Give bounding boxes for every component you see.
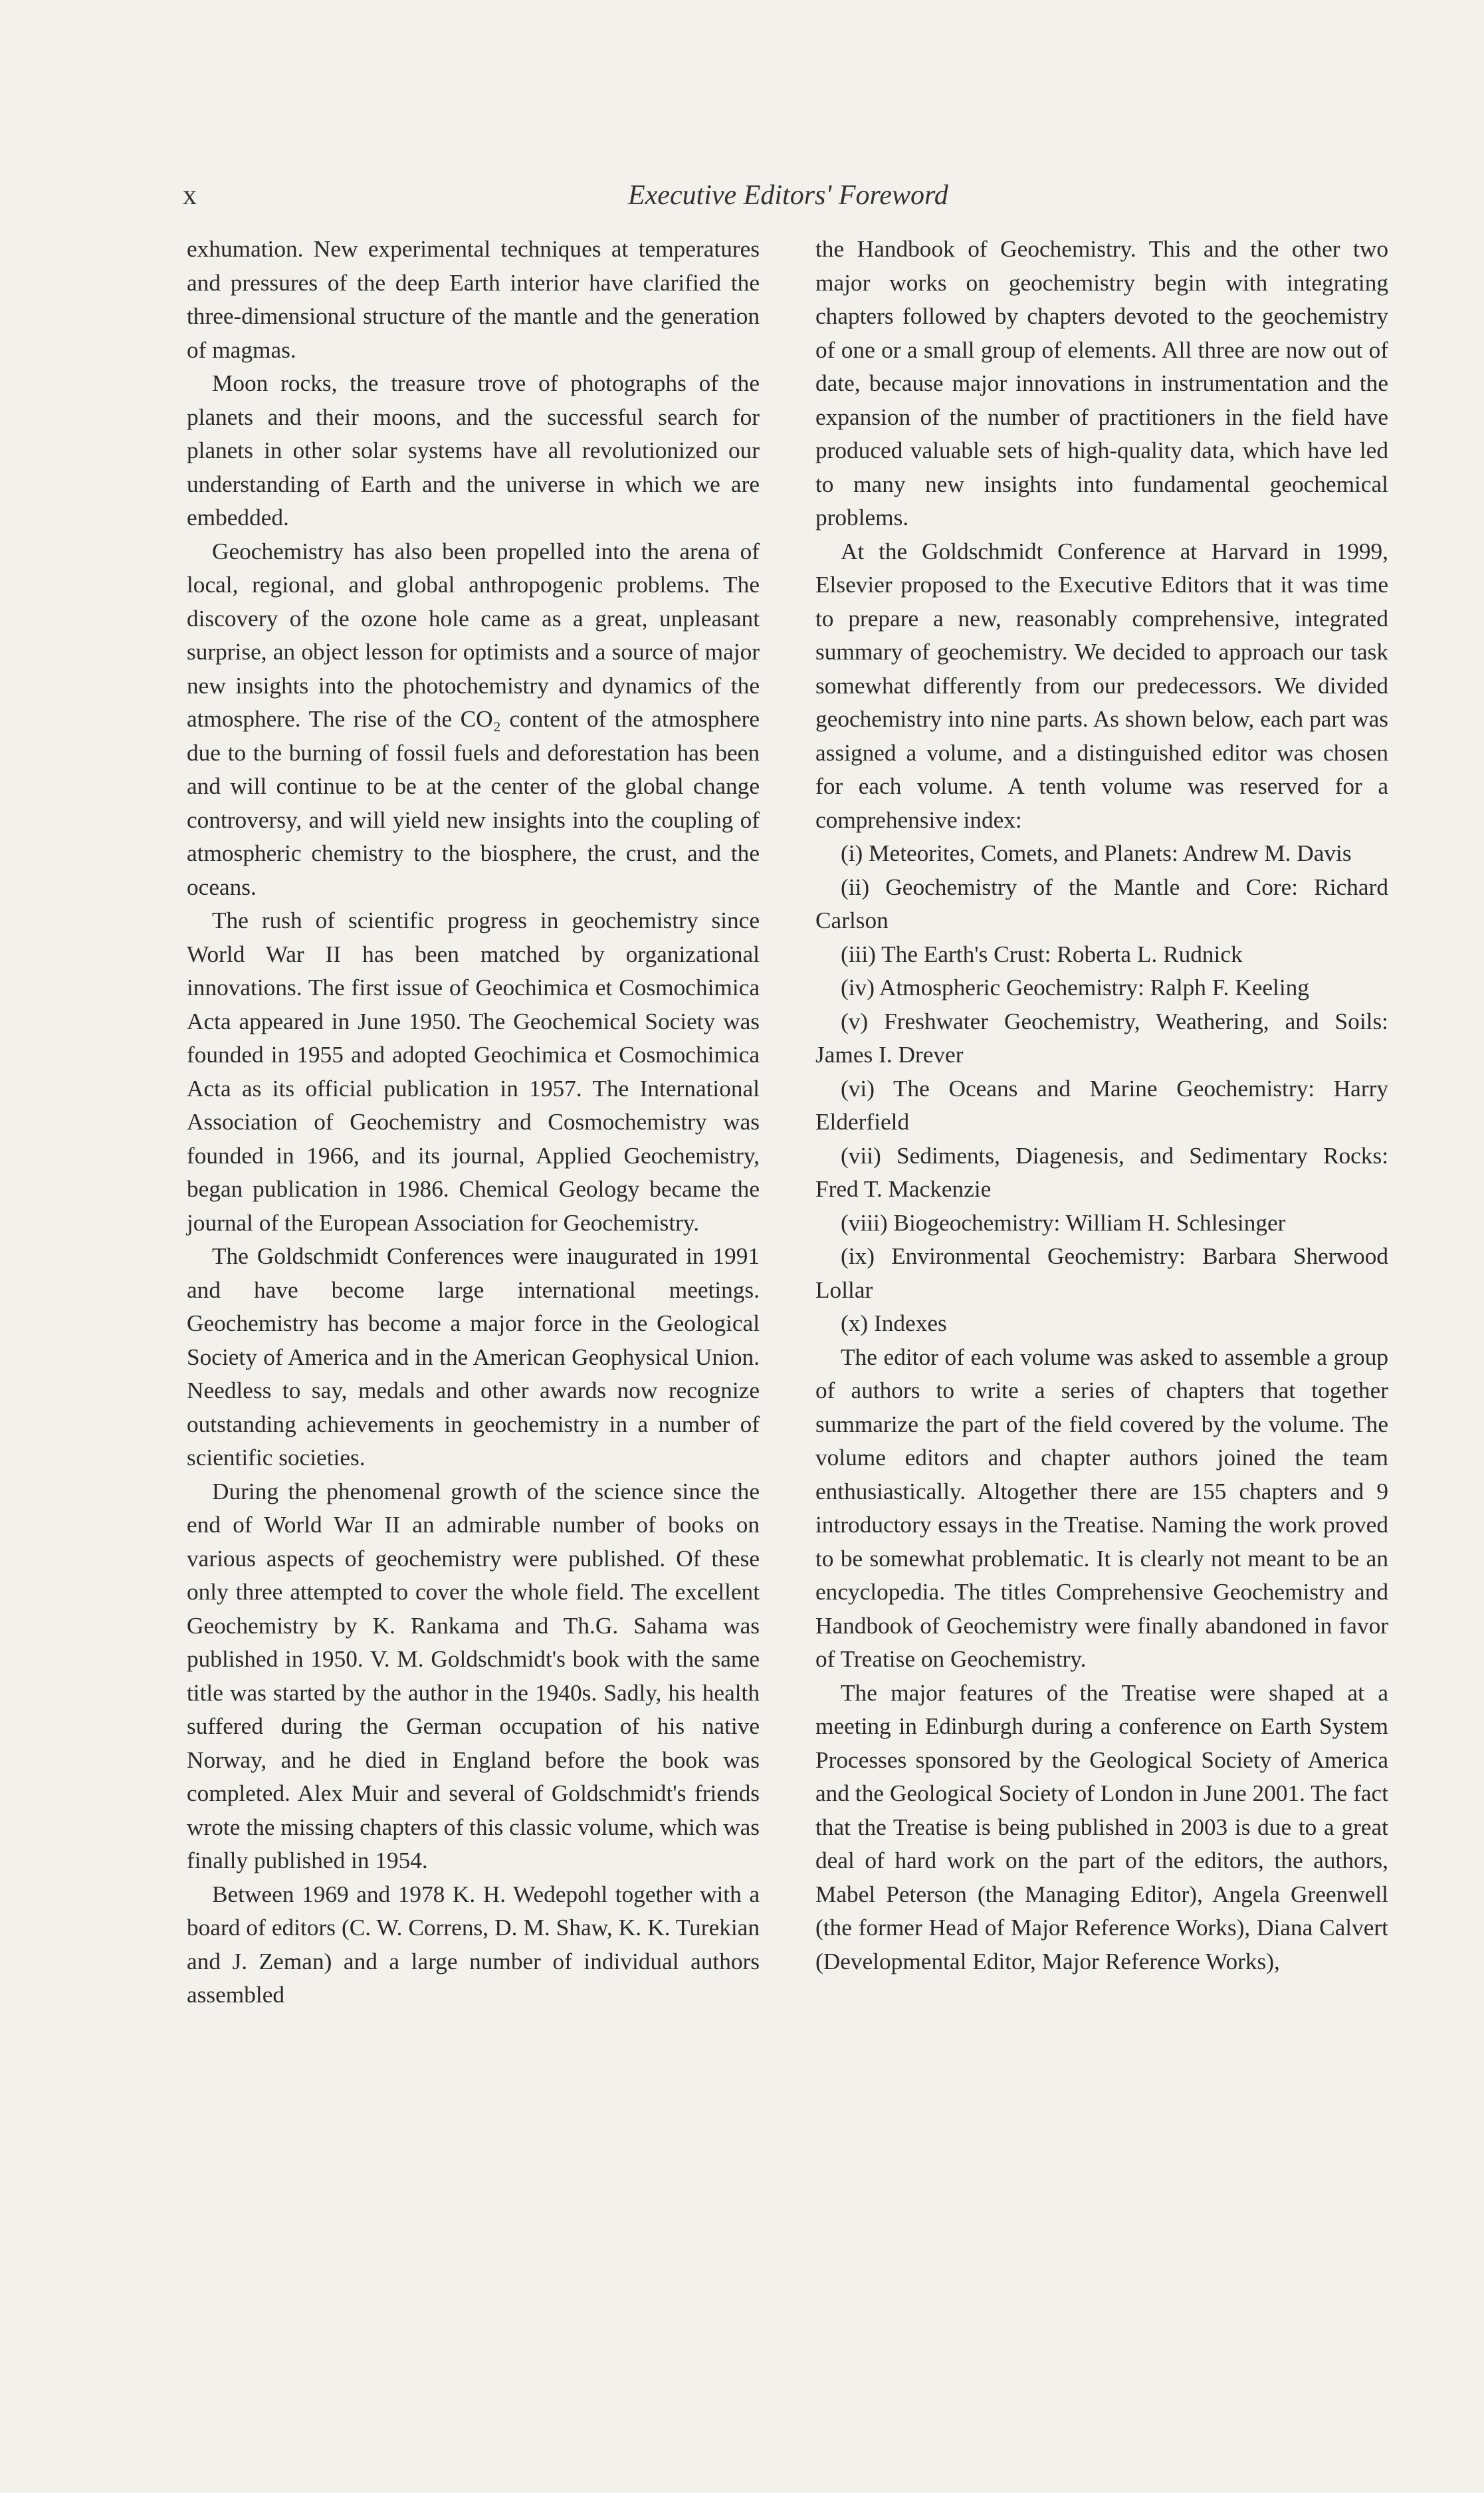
paragraph: the Handbook of Geochemistry. This and the other two major works on geochemistry begin with integrating chapters followed by chapters devoted to the geochemistry of one or a small group of elements. All three are now out of date, because major innovations in instrumentation and the expansion of the number of practitioners in the field have produced valuable sets of high-quality data, which have led to many new insights into fundamental geochemical problems.: [815, 236, 1388, 531]
paragraph: Moon rocks, the treasure trove of photographs of the planets and their moons, and the successful search for planets in other solar systems have all revolutionized our understanding of Earth and the universe in which we are embedded.: [187, 370, 760, 531]
paragraph: During the phenomenal growth of the science since the end of World War II an admirable number of books on various aspects of geochemistry were published. Of these only three attempted to cover the whole field. The excellent Geochemistry by K. Rankama and Th.G. Sahama was published in 1950. V. M. Goldschmidt's book with the same title was started by the author in the 1940s. Sadly, his health suffered during the German occupation of his native Norway, and he died in England before the book was completed. Alex Muir and several of Goldschmidt's friends wrote the missing chapters of this classic volume, which was finally published in 1954.: [187, 1478, 760, 1873]
page-header: [183, 179, 1484, 219]
paragraph: exhumation. New experimental techniques at temperatures and pressures of the deep Earth interior have clarified the three-dimensional structure of the mantle and the generation of magmas.: [187, 236, 760, 363]
volume-list-item: (x) Indexes: [841, 1310, 947, 1336]
volume-list-item: (ii) Geochemistry of the Mantle and Core: Richard Carlson: [815, 874, 1388, 933]
volume-list-item: (iii) The Earth's Crust: Roberta L. Rudnick: [841, 941, 1243, 967]
page-number: x: [183, 180, 197, 211]
volume-list-item: (iv) Atmospheric Geochemistry: Ralph F. Keeling: [841, 975, 1309, 1001]
paragraph: Between 1969 and 1978 K. H. Wedepohl together with a board of editors (C. W. Correns, D. M. Shaw, K. K. Turekian and J. Zeman) and a large number of individual authors assembled: [187, 1881, 760, 2008]
left-column: [187, 233, 760, 2012]
volume-list-item: (ix) Environmental Geochemistry: Barbara Sherwood Lollar: [815, 1243, 1388, 1303]
right-column: [815, 233, 1388, 1978]
paragraph: The rush of scientific progress in geochemistry since World War II has been matched by organizational innovations. The first issue of Geochimica et Cosmochimica Acta appeared in June 1950. The Geochemical Society was founded in 1955 and adopted Geochimica et Cosmochimica Acta as its official publication in 1957. The International Association of Geochemistry and Cosmochemistry was founded in 1966, and its journal, Applied Geochemistry, began publication in 1986. Chemical Geology became the journal of the European Association for Geochemistry.: [187, 907, 760, 1236]
paragraph: The editor of each volume was asked to assemble a group of authors to write a series of chapters that together summarize the part of the field covered by the volume. The volume editors and chapter authors joined the team enthusiastically. Altogether there are 155 chapters and 9 introductory essays in the Treatise. Naming the work proved to be somewhat problematic. It is clearly not meant to be an encyclopedia. The titles Comprehensive Geochemistry and Handbook of Geochemistry were finally abandoned in favor of Treatise on Geochemistry.: [815, 1344, 1388, 1672]
paragraph: The major features of the Treatise were shaped at a meeting in Edinburgh during a conference on Earth System Processes sponsored by the Geological Society of America and the Geological Society of London in June 2001. The fact that the Treatise is being published in 2003 is due to a great deal of hard work on the part of the editors, the authors, Mabel Peterson (the Managing Editor), Angela Greenwell (the former Head of Major Reference Works), Diana Calvert (Developmental Editor, Major Reference Works),: [815, 1679, 1388, 1974]
volume-list-item: (vi) The Oceans and Marine Geochemistry: Harry Elderfield: [815, 1075, 1388, 1135]
paragraph: At the Goldschmidt Conference at Harvard in 1999, Elsevier proposed to the Executive Editors that it was time to prepare a new, reasonably comprehensive, integrated summary of geochemistry. We decided to approach our task somewhat differently from our predecessors. We divided geochemistry into nine parts. As shown below, each part was assigned a volume, and a distinguished editor was chosen for each volume. A tenth volume was reserved for a comprehensive index:: [815, 538, 1388, 833]
volume-list-item: (vii) Sediments, Diagenesis, and Sedimentary Rocks: Fred T. Mackenzie: [815, 1142, 1388, 1202]
volume-list-item: (i) Meteorites, Comets, and Planets: Andrew M. Davis: [841, 840, 1352, 866]
paragraph: Geochemistry has also been propelled into the arena of local, regional, and global anthropogenic problems. The discovery of the ozone hole came as a great, unpleasant surprise, an object lesson for optimists and a source of major new insights into the photochemistry and dynamics of the atmosphere. The rise of the CO₂ content of the atmosphere due to the burning of fossil fuels and deforestation has been and will continue to be at the center of the global change controversy, and will yield new insights into the coupling of atmospheric chemistry to the biosphere, the crust, and the oceans.: [187, 538, 760, 900]
running-head: Executive Editors' Foreword: [628, 180, 948, 211]
paragraph: The Goldschmidt Conferences were inaugurated in 1991 and have become large international meetings. Geochemistry has become a major force in the Geological Society of America and in the American Geophysical Union. Needless to say, medals and other awards now recognize outstanding achievements in geochemistry in a number of scientific societies.: [187, 1243, 760, 1471]
volume-list-item: (v) Freshwater Geochemistry, Weathering, and Soils: James I. Drever: [815, 1008, 1388, 1068]
volume-list-item: (viii) Biogeochemistry: William H. Schlesinger: [841, 1209, 1286, 1236]
